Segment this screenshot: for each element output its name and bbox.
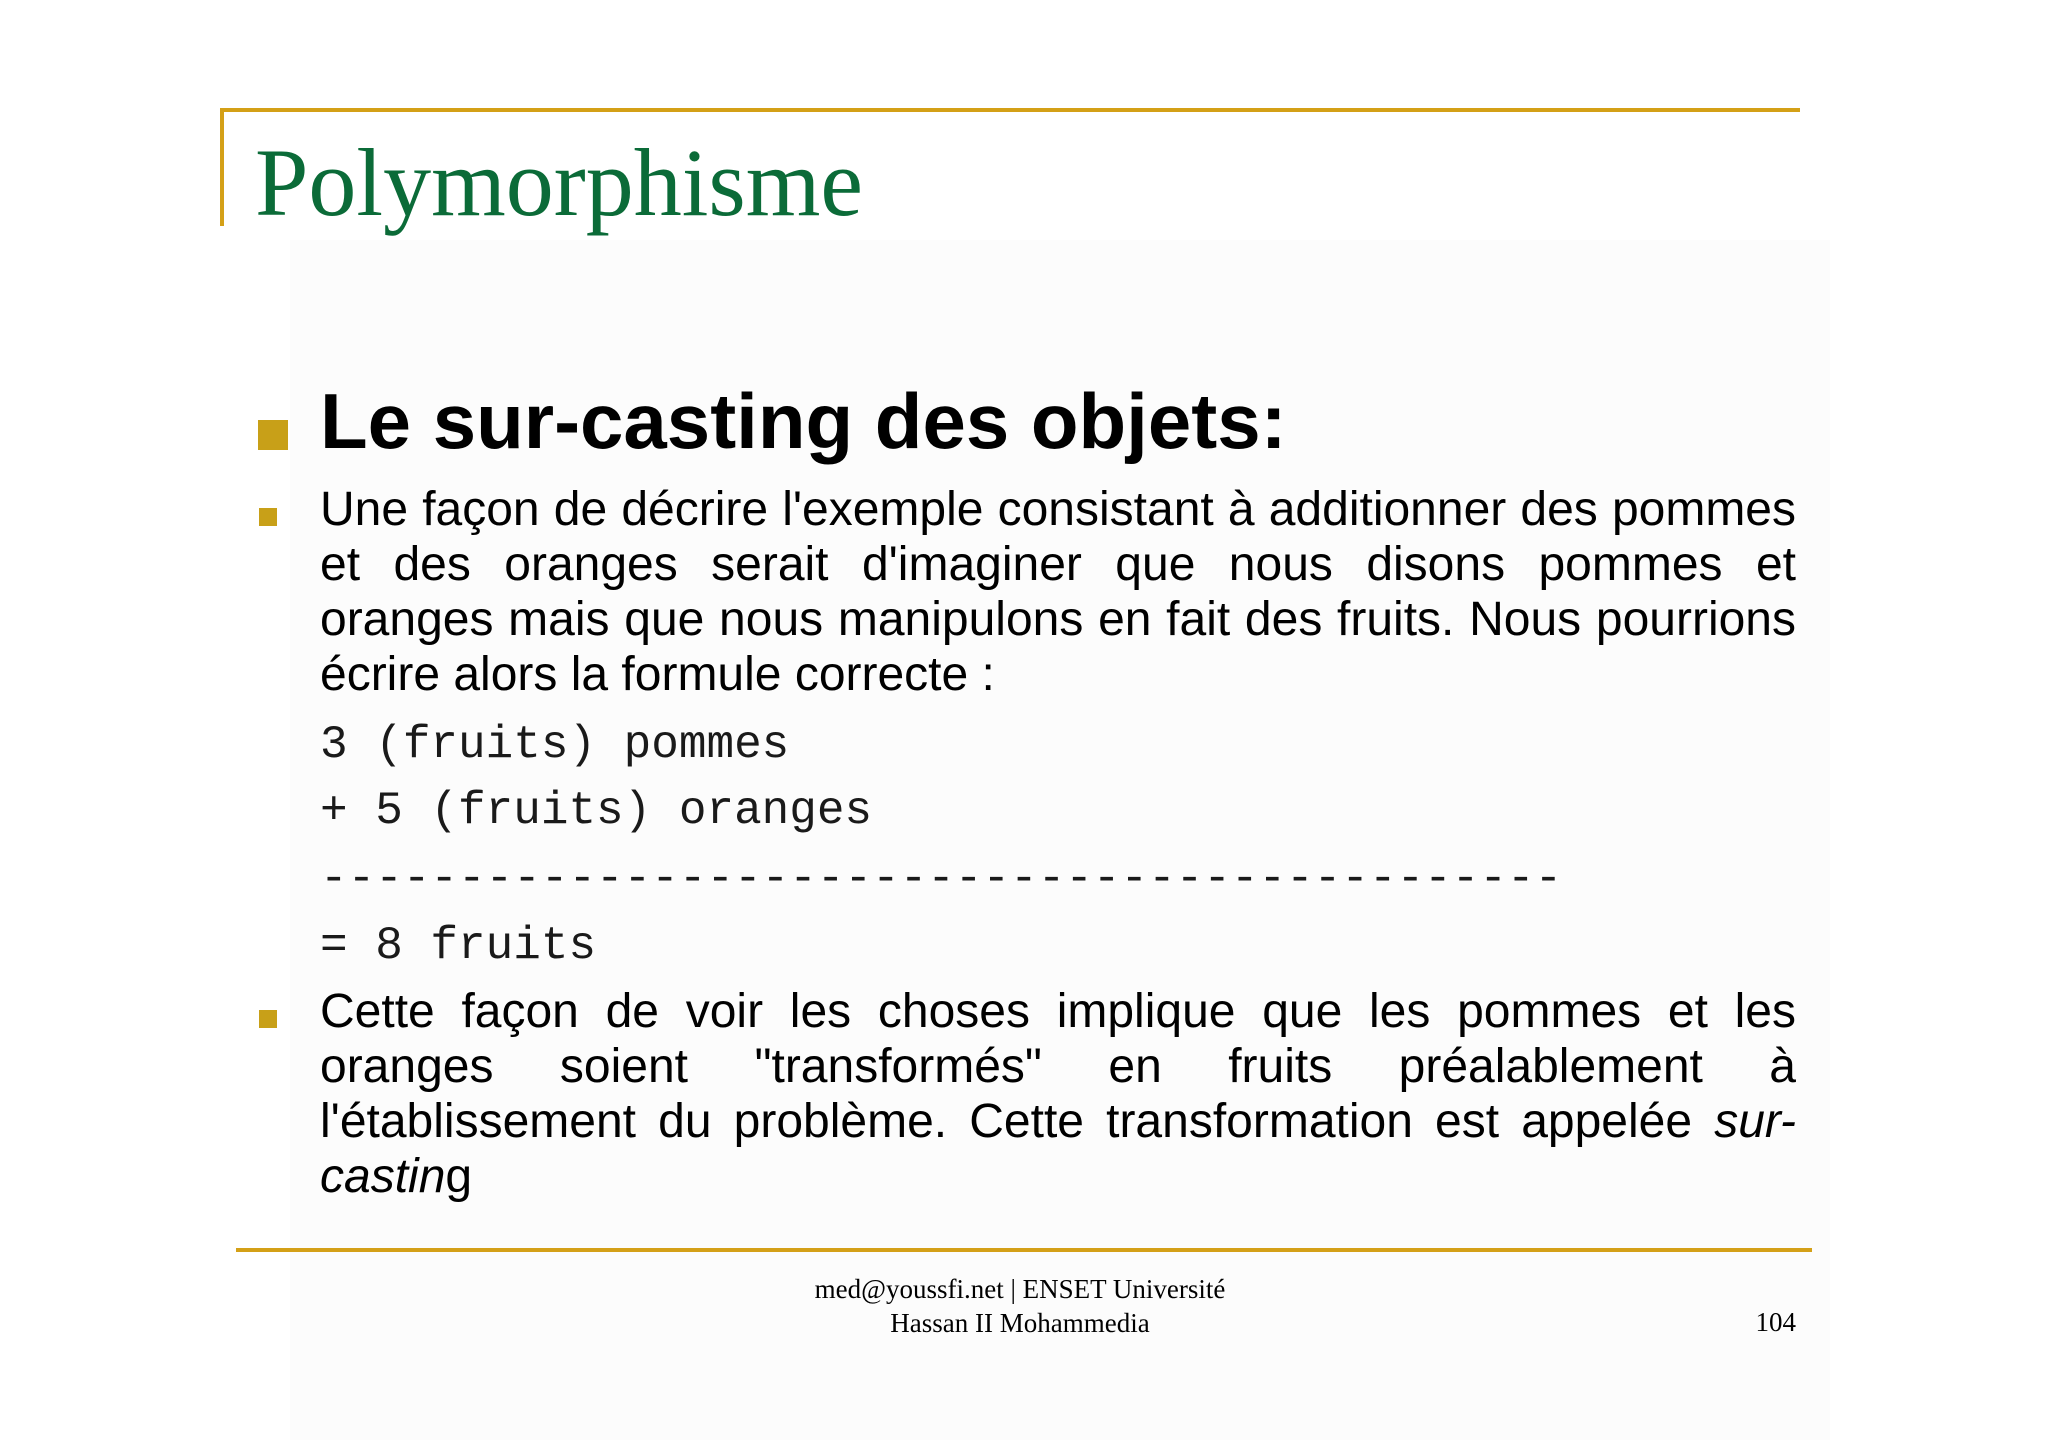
footer-line-1: med@youssfi.net | ENSET Université — [814, 1274, 1226, 1304]
code-line-oranges: + 5 (fruits) oranges — [320, 785, 873, 837]
bullet-icon — [259, 508, 277, 526]
code-line-pommes: 3 (fruits) pommes — [320, 719, 790, 771]
heading-bullet-icon — [258, 420, 288, 450]
code-separator: --------------------------------------------- — [320, 853, 1563, 905]
paragraph-transformation — [320, 984, 1796, 1204]
footer-rule — [236, 1248, 1812, 1252]
code-result: = 8 fruits — [320, 920, 597, 972]
title-rule-left — [220, 108, 224, 226]
sur-casting-term: sur-castin — [320, 1095, 1796, 1203]
bullet-icon — [259, 1010, 277, 1028]
paragraph-transformation-text: Cette façon de voir les choses implique que les pommes et les oranges soient "transformés" en fruits préalablement à l'établissement du problème. Cette transformation est appelée — [320, 985, 1796, 1148]
sur-casting-term-tail: g — [445, 1150, 473, 1203]
footer-line-2: Hassan II Mohammedia — [890, 1308, 1150, 1338]
slide-title: Polymorphisme — [255, 129, 864, 236]
title-rule-top — [220, 108, 1800, 112]
footer — [700, 1272, 1340, 1340]
page-number: 104 — [1755, 1307, 1796, 1337]
paragraph-description: Une façon de décrire l'exemple consistant à additionner des pommes et des oranges serait d'imaginer que nous disons pommes et oranges mais que nous manipulons en fait des fruits. Nous pourrions écrire alors la formule correcte : — [320, 483, 1796, 701]
section-heading: Le sur-casting des objets: — [320, 377, 1287, 465]
